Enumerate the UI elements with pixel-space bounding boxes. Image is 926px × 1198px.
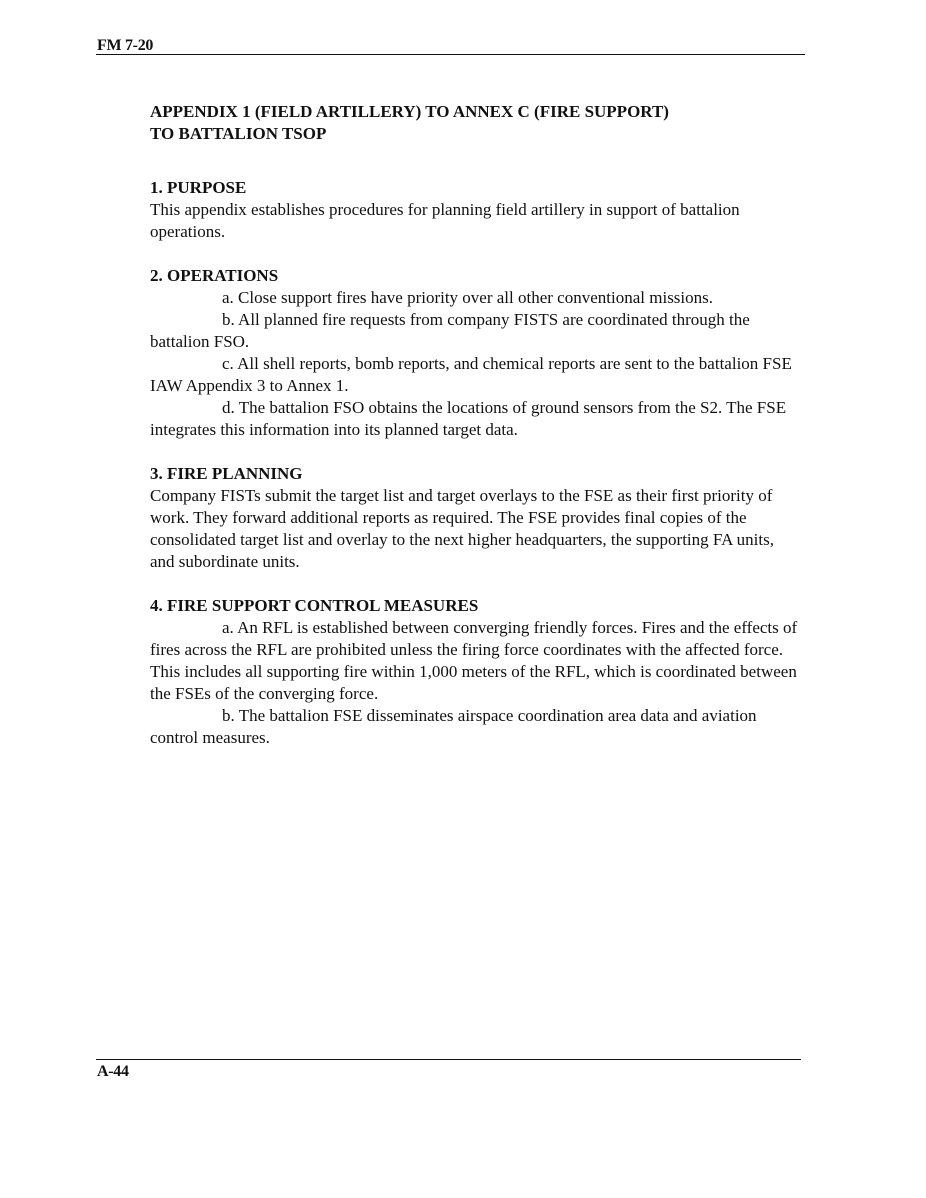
footer-rule (96, 1059, 801, 1060)
paragraph: c. All shell reports, bomb reports, and chemical reports are sent to the battalion FSE IAW Appendix 3 to Annex 1. (150, 354, 792, 395)
header-rule (96, 54, 805, 55)
paragraph: b. All planned fire requests from company FISTS are coordinated through the battalion FSO. (150, 310, 750, 351)
paragraph: a. An RFL is established between converging friendly forces. Fires and the effects of fires across the RFL are prohibited unless the firing force coordinates with the affected force. This includes all supporting fire within 1,000 meters of the RFL, which is coordinated between the FSEs of the converging force. (150, 618, 798, 703)
section-heading: 3. FIRE PLANNING (150, 464, 303, 483)
document-body (150, 101, 802, 771)
paragraph: a. Close support fires have priority over all other conventional missions. (222, 288, 714, 307)
running-head: FM 7-20 (97, 37, 154, 54)
document-title (150, 101, 802, 145)
paragraph: d. The battalion FSO obtains the locations of ground sensors from the S2. The FSE integrates this information into its planned target data. (150, 398, 787, 439)
document-title-line: TO BATTALION TSOP (150, 124, 327, 143)
paragraph: This appendix establishes procedures for planning field artillery in support of battalion operations. (150, 200, 740, 241)
paragraph: Company FISTs submit the target list and target overlays to the FSE as their first priority of work. They forward additional reports as required. The FSE provides final copies of the consolidated target list and overlay to the next higher headquarters, the supporting FA units, and subordinate units. (150, 486, 774, 571)
section-operations (150, 265, 802, 441)
page-number: A-44 (97, 1063, 129, 1080)
section-fire-planning (150, 463, 802, 573)
section-purpose (150, 177, 802, 243)
section-heading: 2. OPERATIONS (150, 266, 279, 285)
paragraph: b. The battalion FSE disseminates airspace coordination area data and aviation control measures. (150, 706, 757, 747)
section-heading: 4. FIRE SUPPORT CONTROL MEASURES (150, 596, 479, 615)
section-fire-support-control-measures (150, 595, 802, 749)
document-title-line: APPENDIX 1 (FIELD ARTILLERY) TO ANNEX C (FIRE SUPPORT) (150, 102, 669, 121)
section-heading: 1. PURPOSE (150, 178, 247, 197)
